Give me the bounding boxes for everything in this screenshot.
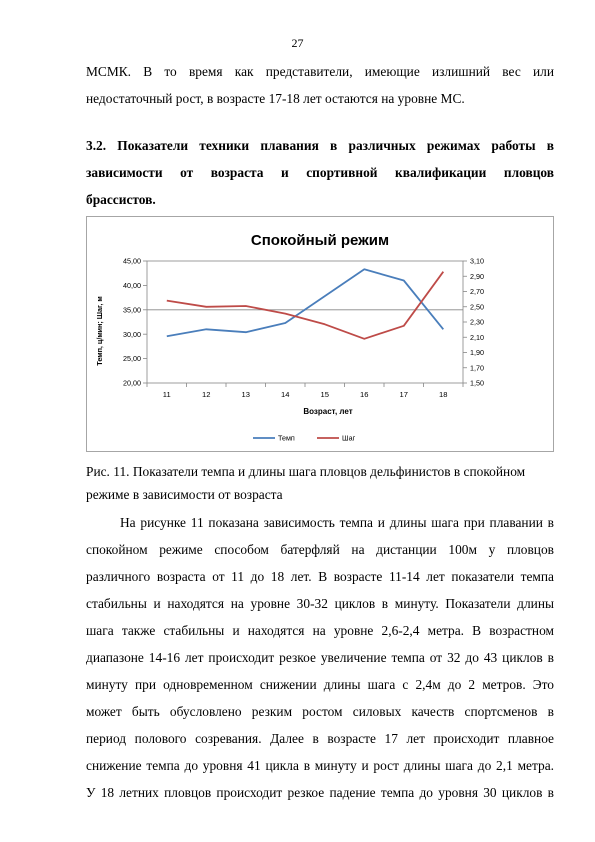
y-right-tick-label: 2,10 [470, 332, 484, 342]
x-tick-label: 14 [281, 390, 290, 399]
y-right-tick-label: 2,70 [470, 287, 484, 297]
legend-label: Шаг [342, 433, 356, 443]
text-line: период полового созревания. Далее в возрасте 17 лет происходит плавное [86, 731, 554, 746]
y-left-tick-label: 25,00 [123, 354, 141, 364]
paragraph-top [86, 58, 554, 112]
y-right-tick-label: 2,50 [470, 302, 484, 312]
x-axis-label: Возраст, лет [303, 407, 353, 416]
text-line: спокойном режиме способом батерфляй на дистанции 100м у пловцов [86, 542, 554, 557]
plot-area [147, 261, 463, 383]
heading-line: зависимости от возраста и спортивной квалификации пловцов [86, 165, 554, 180]
y-left-tick-label: 40,00 [123, 281, 141, 290]
legend-label: Темп [278, 433, 295, 443]
y-right-tick-label: 1,50 [470, 378, 484, 388]
y-right-tick-label: 1,90 [470, 348, 484, 358]
caption-line: режиме в зависимости от возраста [86, 487, 283, 502]
text-line: недостаточный рост, в возрасте 17-18 лет остаются на уровне МС. [86, 91, 465, 106]
text-line: может быть обусловлено резким ростом силовых качеств спортсменов в [86, 704, 554, 719]
chart-container [86, 216, 554, 452]
text-line: шага также стабильны и находятся на уровне 2,6-2,4 метра. В возрастном [86, 623, 554, 638]
caption-line: Рис. 11. Показатели темпа и длины шага пловцов дельфинистов в спокойном [86, 464, 526, 479]
y-right-tick-label: 3,10 [470, 256, 484, 266]
text-line: МСМК. В то время как представители, имеющие излишний вес или [86, 64, 554, 79]
y-right-tick-label: 1,70 [470, 363, 484, 373]
x-tick-label: 17 [399, 390, 408, 399]
line-chart [87, 217, 553, 451]
x-tick-label: 16 [360, 390, 369, 399]
x-tick-label: 11 [162, 390, 171, 399]
y-left-tick-label: 35,00 [123, 305, 141, 315]
y-axis-label: Темп, ц/мин; Шаг, м [95, 296, 104, 366]
figure-caption [86, 460, 556, 506]
text-line: У 18 летних пловцов происходит резкое падение темпа до уровня 30 циклов в [86, 785, 554, 800]
text-line: снижение темпа до уровня 41 цикла в минуту и рост длины шага до 2,1 метра. [86, 758, 554, 773]
x-tick-label: 18 [439, 390, 448, 399]
x-tick-label: 12 [202, 390, 211, 399]
x-tick-label: 13 [241, 390, 250, 399]
x-tick-label: 15 [320, 390, 329, 399]
y-right-tick-label: 2,30 [470, 317, 484, 327]
y-left-tick-label: 45,00 [123, 256, 141, 266]
text-line: На рисунке 11 показана зависимость темпа и длины шага при плавании в [120, 515, 554, 530]
body-paragraph [86, 509, 554, 806]
section-heading [86, 132, 554, 213]
chart-title: Спокойный режим [250, 232, 390, 249]
heading-line: 3.2. Показатели техники плавания в различных режимах работы в [86, 138, 554, 153]
text-line: минуту при одновременном снижении длины шага с 2,4м до 2 метров. Это [86, 677, 554, 692]
text-line: различного возраста от 11 до 18 лет. В возрасте 11-14 лет показатели темпа [86, 569, 554, 584]
page-number: 27 [291, 36, 304, 50]
y-right-tick-label: 2,90 [470, 271, 484, 281]
text-line: диапазоне 14-16 лет происходит резкое увеличение темпа от 32 до 43 циклов в [86, 650, 554, 665]
text-line: стабильны и находятся на уровне 30-32 циклов в минуту. Показатели длины [86, 596, 554, 611]
y-left-tick-label: 30,00 [123, 329, 141, 339]
y-left-tick-label: 20,00 [123, 378, 141, 388]
heading-line: брассистов. [86, 192, 156, 207]
